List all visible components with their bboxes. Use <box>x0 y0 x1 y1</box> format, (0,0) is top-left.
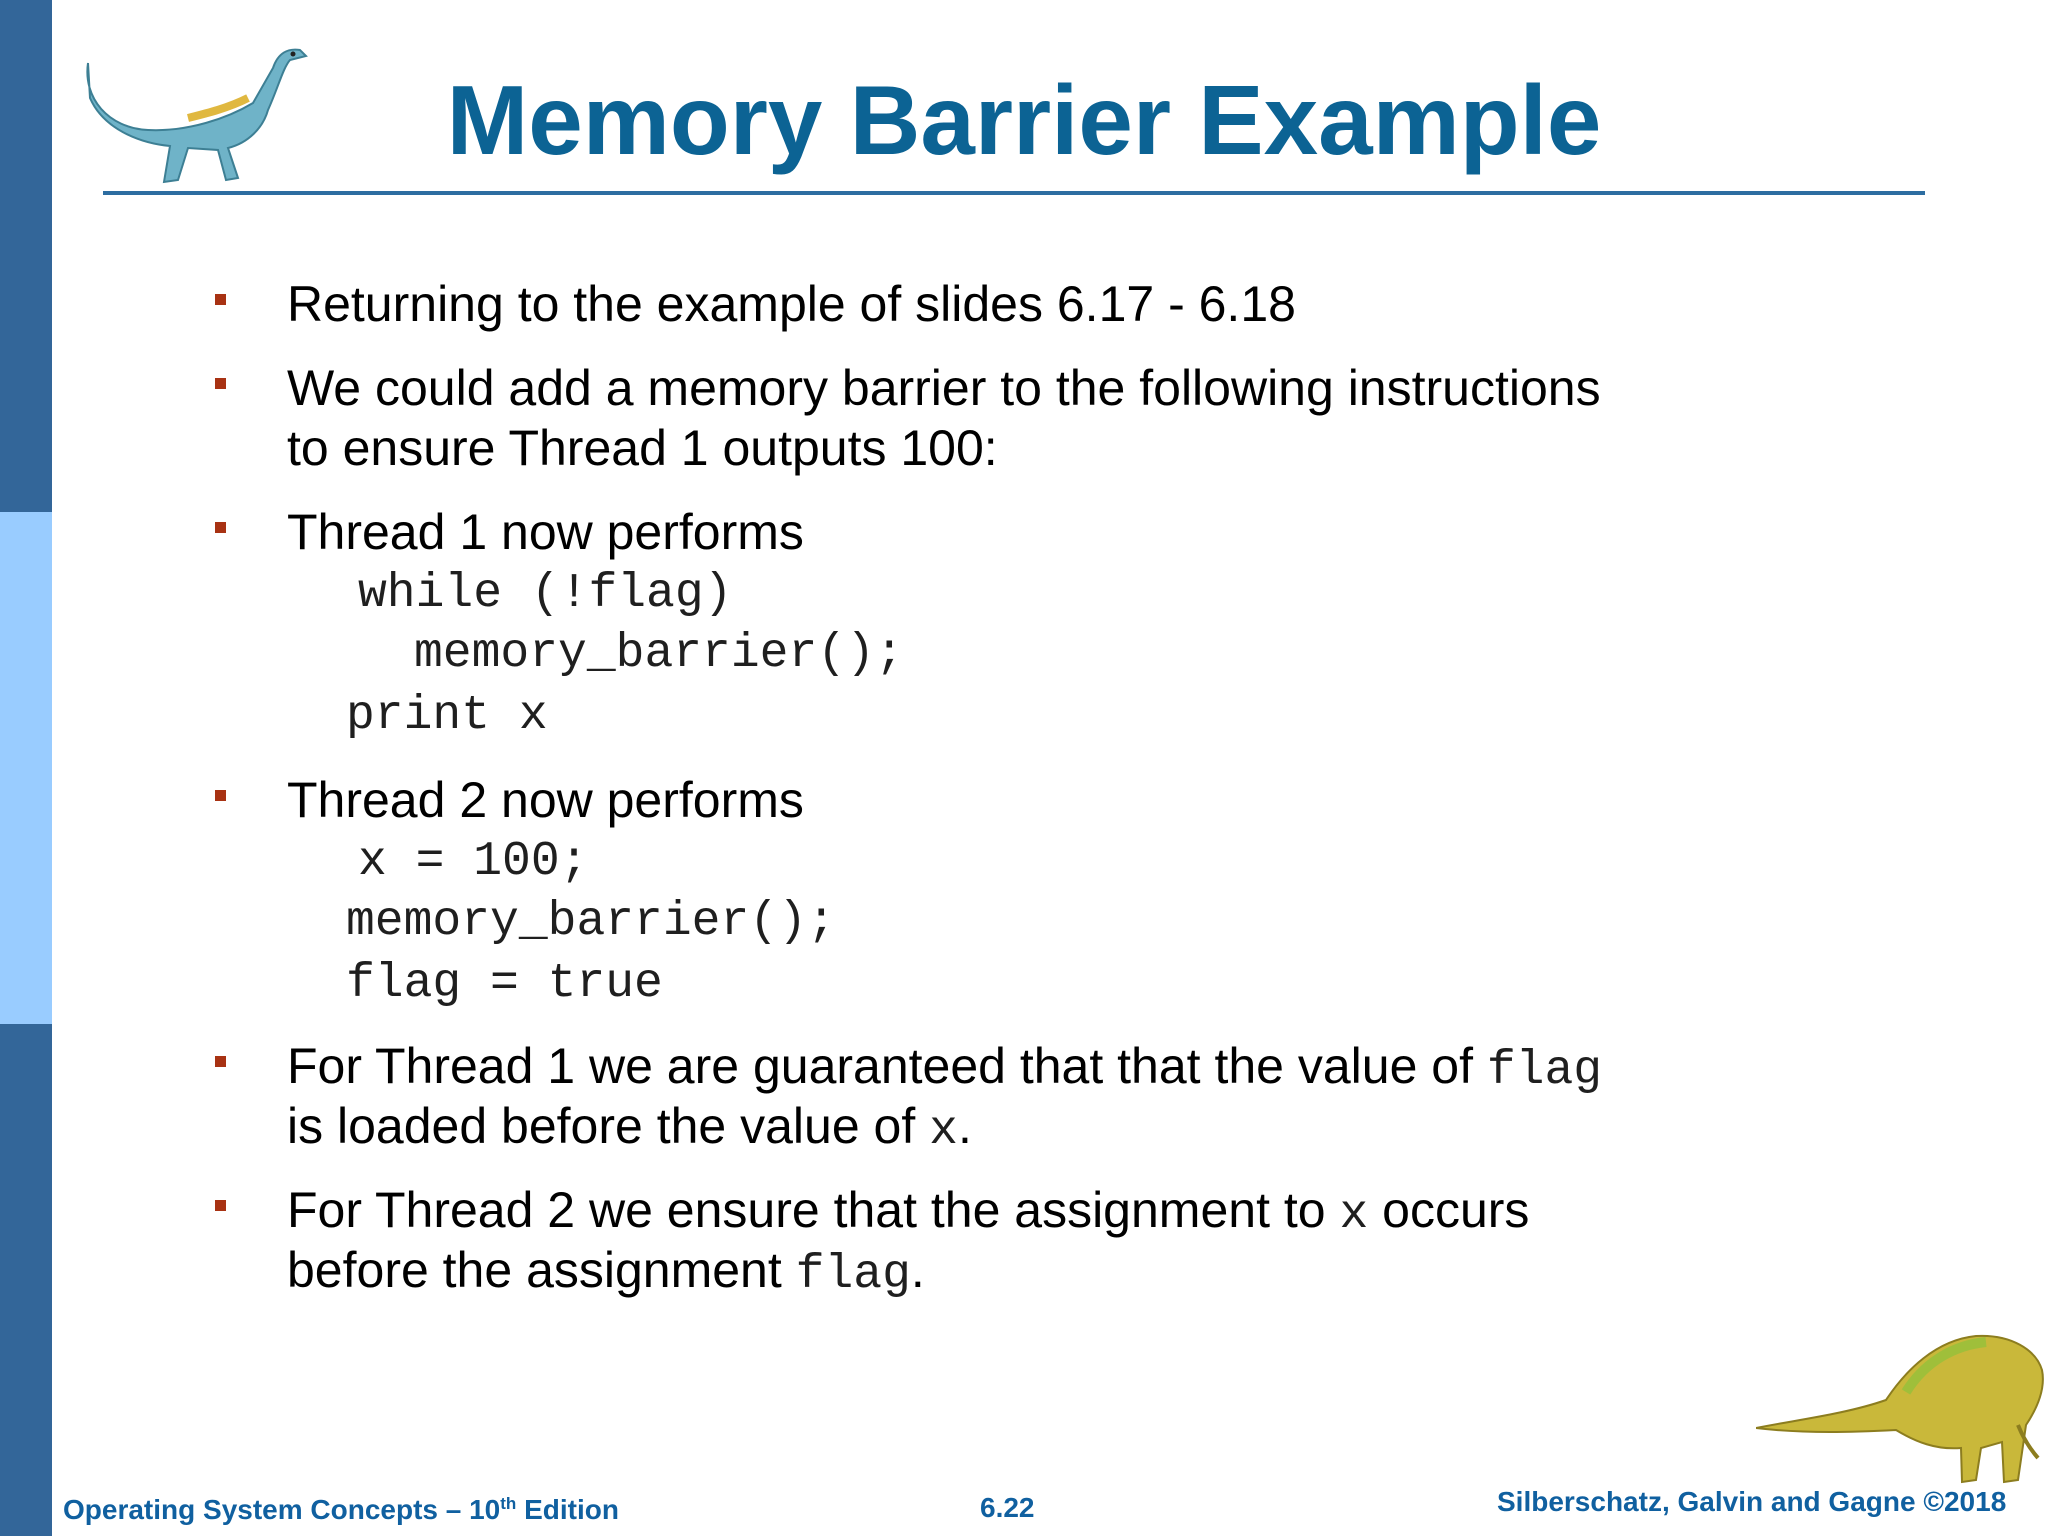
footer-book-title-text: Operating System Concepts – 10 <box>63 1494 501 1525</box>
bullet-marker <box>215 1200 226 1211</box>
thread-2-code-line-3: flag = true <box>346 957 663 1011</box>
left-accent-bar <box>0 0 52 1536</box>
bullet-6-line-1-text: For Thread 2 we ensure that the assignment to <box>287 1182 1340 1238</box>
bullet-marker <box>215 522 226 533</box>
bullet-5-line-1 <box>287 1036 1602 1101</box>
code-flag: flag <box>795 1248 911 1302</box>
bullet-3-text: Thread 1 now performs <box>287 504 804 560</box>
bullet-6-line-2 <box>287 1240 925 1305</box>
left-bar-light-middle <box>0 512 52 1024</box>
bullet-6-line-2-end: . <box>910 1242 925 1298</box>
left-bar-dark-top <box>0 0 52 512</box>
thread-2-code-line-2: memory_barrier(); <box>346 895 836 949</box>
bullet-6-line-2-text: before the assignment <box>287 1242 796 1298</box>
thread-1-code-line-2: memory_barrier(); <box>414 627 904 681</box>
code-flag: flag <box>1486 1044 1603 1098</box>
bullet-2-line-1: We could add a memory barrier to the following instructions <box>287 360 1601 416</box>
code-x: x <box>1339 1188 1369 1242</box>
footer-book-title <box>63 1494 619 1526</box>
footer-edition-text: Edition <box>516 1494 619 1525</box>
thread-2-code-line-1: x = 100; <box>358 835 589 889</box>
bullet-5-line-2-end: . <box>957 1098 972 1154</box>
code-x: x <box>929 1104 958 1158</box>
bullet-1-text: Returning to the example of slides 6.17 - 6.18 <box>287 276 1296 332</box>
bullet-5-line-1-text: For Thread 1 we are guaranteed that that the value of <box>287 1038 1487 1094</box>
bullet-5-line-2-text: is loaded before the value of <box>287 1098 930 1154</box>
slide-number: 6.22 <box>980 1492 1035 1523</box>
bullet-4-text: Thread 2 now performs <box>287 772 804 828</box>
footer-edition-superscript: th <box>500 1494 517 1513</box>
footer-authors: Silberschatz, Galvin and Gagne ©2018 <box>1497 1486 2007 1517</box>
bullet-marker <box>215 294 226 305</box>
bullet-marker <box>215 790 226 801</box>
bullet-6-line-1-end: occurs <box>1368 1182 1530 1238</box>
bullet-2-line-2: to ensure Thread 1 outputs 100: <box>287 420 998 476</box>
bullet-marker <box>215 378 226 389</box>
bullet-6-line-1 <box>287 1180 1529 1245</box>
title-underline <box>103 191 1925 195</box>
thread-1-code-line-1: while (!flag) <box>358 567 733 621</box>
bullet-marker <box>215 1056 226 1067</box>
dinosaur-icon <box>1756 1330 2046 1490</box>
bullet-5-line-2 <box>287 1096 972 1161</box>
left-bar-dark-bottom <box>0 1024 52 1536</box>
thread-1-code-line-3: print x <box>346 689 548 743</box>
slide-title: Memory Barrier Example <box>446 65 1602 175</box>
